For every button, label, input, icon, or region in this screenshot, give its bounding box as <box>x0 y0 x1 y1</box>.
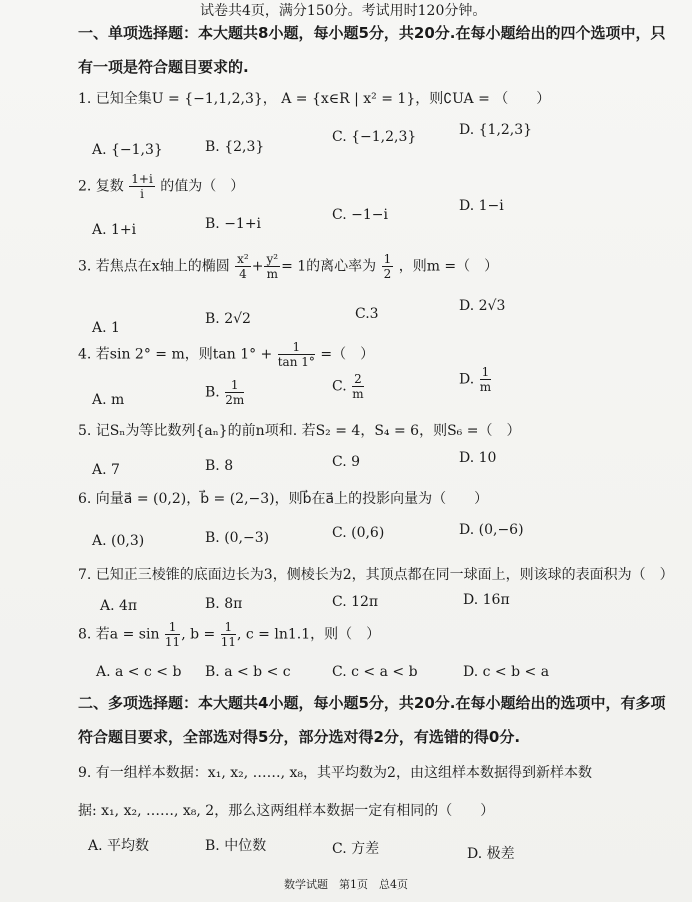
q9-option-c: C. 方差 <box>332 841 380 857</box>
fraction: $\frac{\text{x²}}{4}$ <box>237 252 249 281</box>
q3-option-c: C.3 <box>355 306 379 322</box>
section-1-title: 一、单项选择题：本大题共8小题，每小题5分，共20分.在每小题给出的四个选项中，只有一项是符合题目要求的. <box>78 24 666 76</box>
q2-option-b: B. −1+i <box>205 216 262 232</box>
q6-option-a: A. (0,3) <box>92 533 145 549</box>
question-6: 6. 向量a⃗ = (0,2)，b⃗ = (2,−3)，则b⃗在a⃗上的投影向量为（ ） <box>78 491 489 507</box>
q8-option-b: B. a < b < c <box>205 664 291 680</box>
fraction: $\frac{1}{11}$ <box>164 620 181 649</box>
q3-option-b: B. 2√2 <box>205 311 251 327</box>
fraction: $\frac{1}{11}$ <box>220 620 236 649</box>
q5-option-b: B. 8 <box>205 458 234 474</box>
fraction: $\frac{1}{2m}$ <box>225 378 245 407</box>
q8-option-a: A. a < c < b <box>96 664 182 680</box>
question-7: 7. 已知正三棱锥的底面边长为3，侧棱长为2，其顶点都在同一球面上，则该球的表面积为（ ） <box>78 567 674 583</box>
section-2-title: 二、多项选择题：本大题共4小题，每小题5分，共20分.在每小题给出的选项中，有多项符合题目要求，全部选对得5分，部分选对得2分，有选错的得0分. <box>78 694 666 746</box>
question-9-line-2: 据: x₁, x₂, ……, x₈, 2，那么这两组样本数据一定有相同的（ ） <box>78 803 495 819</box>
question-3: 3. 若焦点在x轴上的椭圆 $\frac{\text{x²}}{4}$ + $\frac{\text{y²}}{m}$ = 1的离心率为 $\frac{1}{2}$ ，则m =（ ） <box>78 252 499 281</box>
q3-option-a: A. 1 <box>92 320 120 336</box>
q1-option-a: A. {−1,3} <box>92 142 163 158</box>
q6-option-c: C. (0,6) <box>332 525 385 541</box>
fraction: $\frac{1}{2}$ <box>383 252 392 281</box>
q1-option-b: B. {2,3} <box>205 139 265 155</box>
q2-option-a: A. 1+i <box>92 222 137 238</box>
fraction: $\frac{\text{y²}}{m}$ <box>266 252 279 281</box>
q9-option-d: D. 极差 <box>467 846 515 862</box>
question-8: 8. 若a = sin $\frac{1}{11}$ , b = $\frac{1}{11}$ , c = ln1.1，则（ ） <box>78 620 381 649</box>
q7-option-d: D. 16π <box>463 592 510 608</box>
q6-option-b: B. (0,−3) <box>205 530 270 546</box>
q4-option-b: B. $\frac{1}{2m}$ <box>205 378 245 407</box>
page-footer: 数学试题 第1页 总4页 <box>284 878 408 891</box>
q4-option-c: C. $\frac{2}{m}$ <box>332 372 364 401</box>
question-4: 4. 若sin 2° = m，则tan 1° + $\frac{1}{\tan 1^\circ}$ =（ ） <box>78 340 375 369</box>
header-note: 试卷共4页，满分150分。考试用时120分钟。 <box>200 3 487 19</box>
q4-option-d: D. $\frac{1}{m}$ <box>459 365 492 394</box>
q1-option-c: C. {−1,2,3} <box>332 129 417 145</box>
q5-option-a: A. 7 <box>92 462 120 478</box>
question-9-line-1: 9. 有一组样本数据：x₁, x₂, ……, x₈，其平均数为2，由这组样本数据得到新样本数 <box>78 765 592 781</box>
question-5: 5. 记Sₙ为等比数列{aₙ}的前n项和. 若S₂ = 4，S₄ = 6，则S₆ =（ ） <box>78 423 521 439</box>
q9-option-b: B. 中位数 <box>205 838 267 854</box>
fraction: $\frac{2}{m}$ <box>352 372 364 401</box>
fraction: $\frac{1+i}{i}$ <box>131 172 153 201</box>
q8-option-d: D. c < b < a <box>463 664 550 680</box>
q7-option-b: B. 8π <box>205 596 243 612</box>
q7-option-a: A. 4π <box>100 598 138 614</box>
q1-option-d: D. {1,2,3} <box>459 122 533 138</box>
q2-option-c: C. −1−i <box>332 207 388 223</box>
q3-option-d: D. 2√3 <box>459 298 506 314</box>
q8-option-c: C. c < a < b <box>332 664 418 680</box>
q6-option-d: D. (0,−6) <box>459 522 524 538</box>
question-2: 2. 复数 $\frac{1+i}{i}$ 的值为（ ） <box>78 172 245 201</box>
q7-option-c: C. 12π <box>332 594 379 610</box>
q5-option-d: D. 10 <box>459 450 497 466</box>
q9-option-a: A. 平均数 <box>88 838 150 854</box>
fraction: $\frac{1}{\tan 1^\circ}$ <box>277 340 315 369</box>
q4-option-a: A. m <box>92 392 125 408</box>
question-1: 1. 已知全集U = {−1,1,2,3}， A = {x∈R | x² = 1}，则∁UA = （ ） <box>78 91 551 107</box>
fraction: $\frac{1}{m}$ <box>479 365 492 394</box>
q2-option-d: D. 1−i <box>459 198 504 214</box>
q5-option-c: C. 9 <box>332 454 361 470</box>
